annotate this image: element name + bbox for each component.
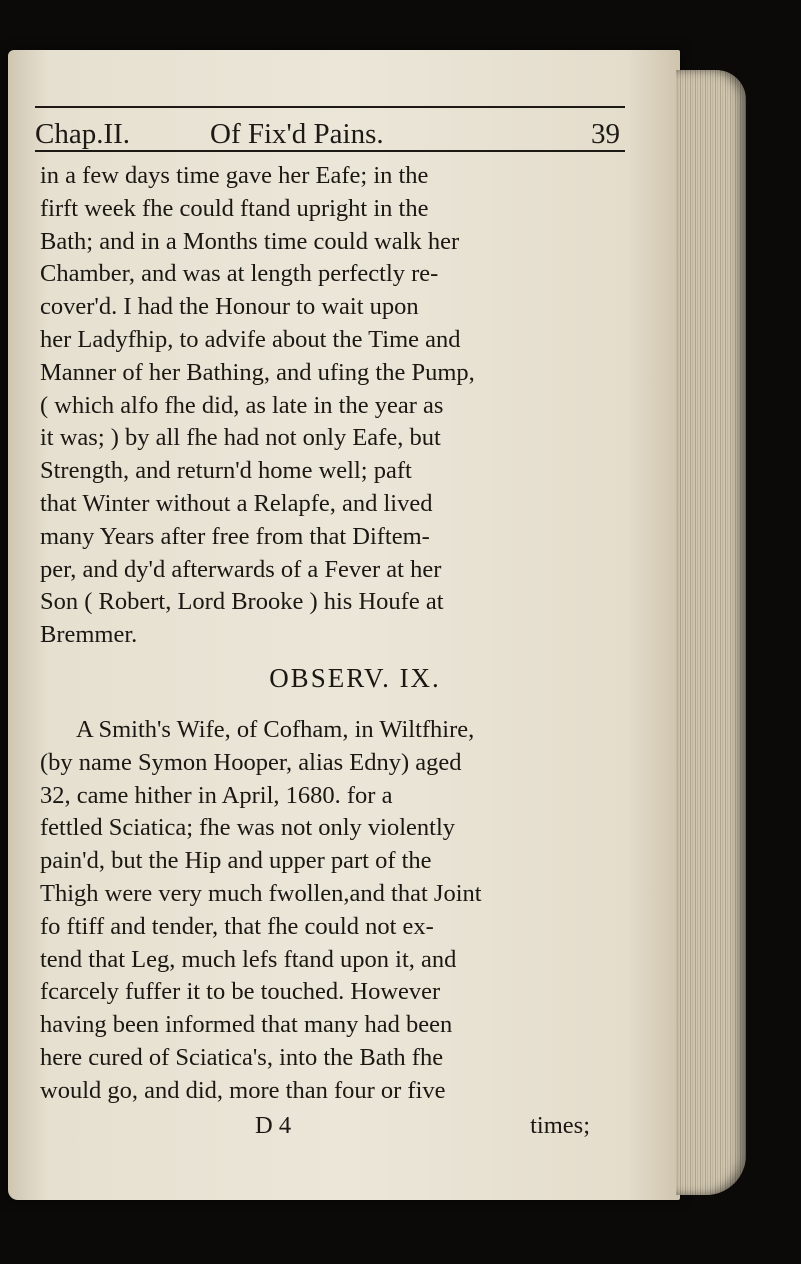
text-line: Manner of her Bathing, and ufing the Pump, xyxy=(40,358,475,386)
text-line: fcarcely fuffer it to be touched. However xyxy=(40,978,441,1006)
chapter-label: Chap.II. xyxy=(35,118,131,150)
text-line: it was; ) by all fhe had not only Eafe, but xyxy=(40,424,441,452)
text-line: A Smith's Wife, of Cofham, in Wiltfhire, xyxy=(76,715,475,743)
text-line: Chamber, and was at length perfectly re- xyxy=(40,260,439,288)
page-footer xyxy=(40,1110,630,1143)
text-line: Bath; and in a Months time could walk her xyxy=(40,227,460,255)
text-line: per, and dy'd afterwards of a Fever at her xyxy=(40,555,442,583)
catchword: times; xyxy=(530,1111,590,1139)
header-rule-top xyxy=(35,106,625,108)
text-line: fettled Sciatica; fhe was not only violently xyxy=(40,814,456,842)
text-line: many Years after free from that Diftem- xyxy=(40,522,430,550)
text-line: would go, and did, more than four or five xyxy=(40,1076,446,1104)
text-line: (by name Symon Hooper, alias Edny) aged xyxy=(40,748,462,776)
text-line: cover'd. I had the Honour to wait upon xyxy=(40,293,419,321)
text-line: her Ladyfhip, to advife about the Time and xyxy=(40,325,461,353)
text-line: having been informed that many had been xyxy=(40,1011,453,1039)
running-header xyxy=(35,118,625,158)
section-heading: OBSERV. IX. xyxy=(269,662,441,693)
text-line: Bremmer. xyxy=(40,621,138,649)
text-line: pain'd, but the Hip and upper part of the xyxy=(40,847,432,875)
page-text xyxy=(40,160,630,1142)
text-line: Son ( Robert, Lord Brooke ) his Houfe at xyxy=(40,588,444,616)
text-line: that Winter without a Relapfe, and lived xyxy=(40,489,433,517)
text-line: in a few days time gave her Eafe; in the xyxy=(40,162,429,189)
text-line: firft week fhe could ftand upright in the xyxy=(40,194,429,222)
signature-mark: D 4 xyxy=(255,1111,292,1139)
text-line: here cured of Sciatica's, into the Bath fhe xyxy=(40,1043,444,1071)
text-line: 32, came hither in April, 1680. for a xyxy=(40,781,393,809)
text-line: ( which alfo fhe did, as late in the year as xyxy=(40,391,444,419)
text-line: Strength, and return'd home well; paft xyxy=(40,457,412,485)
page-edges xyxy=(676,70,746,1195)
text-line: fo ftiff and tender, that fhe could not ex- xyxy=(40,912,434,940)
page-number: 39 xyxy=(591,118,620,150)
text-line: Thigh were very much fwollen,and that Joint xyxy=(40,879,482,907)
text-line: tend that Leg, much lefs ftand upon it, and xyxy=(40,945,457,973)
chapter-title: Of Fix'd Pains. xyxy=(210,118,384,150)
